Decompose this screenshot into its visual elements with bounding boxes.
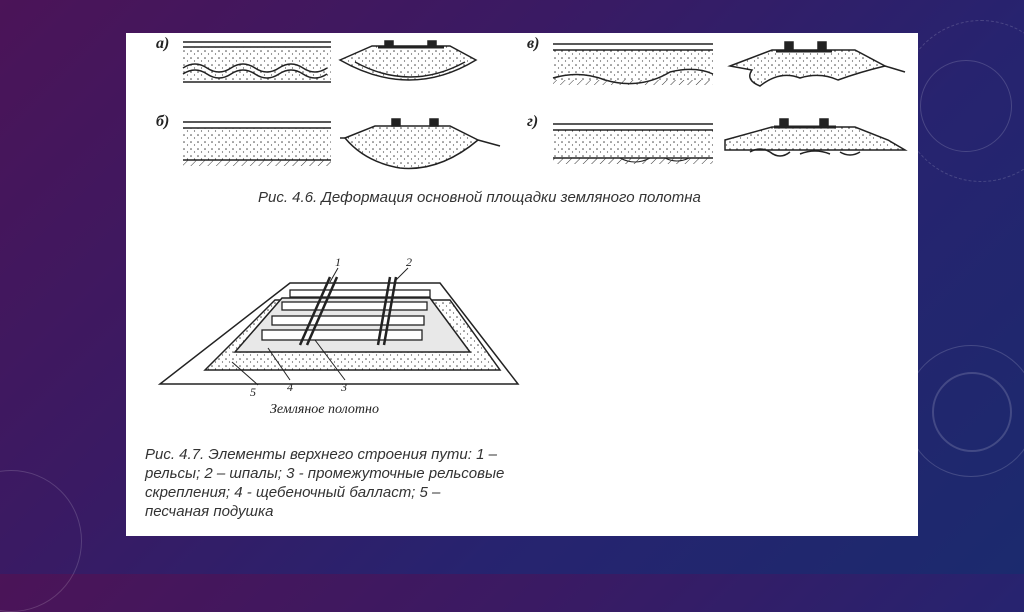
panel-label-g: г) [527, 113, 539, 130]
panel-label-v: в) [527, 35, 540, 52]
panel-label-a: а) [156, 35, 170, 52]
callout-5: 5 [250, 385, 256, 399]
figure-4-7-caption: Рис. 4.7. Элементы верхнего строения пути: 1 – рельсы; 2 – шпалы; 3 - промежуточные рельсовые скрепления; 4 - щебеночный балласт; 5 – песчаная подушка [145, 446, 505, 520]
callout-4: 4 [287, 380, 293, 394]
subgrade-label: Земляное полотно [270, 402, 379, 417]
panel-label-b: б) [156, 113, 170, 130]
callout-3: 3 [341, 380, 347, 394]
callout-2: 2 [406, 255, 412, 269]
callout-1: 1 [335, 255, 341, 269]
figure-4-6-caption: Рис. 4.6. Деформация основной площадки земляного полотна [258, 189, 701, 206]
